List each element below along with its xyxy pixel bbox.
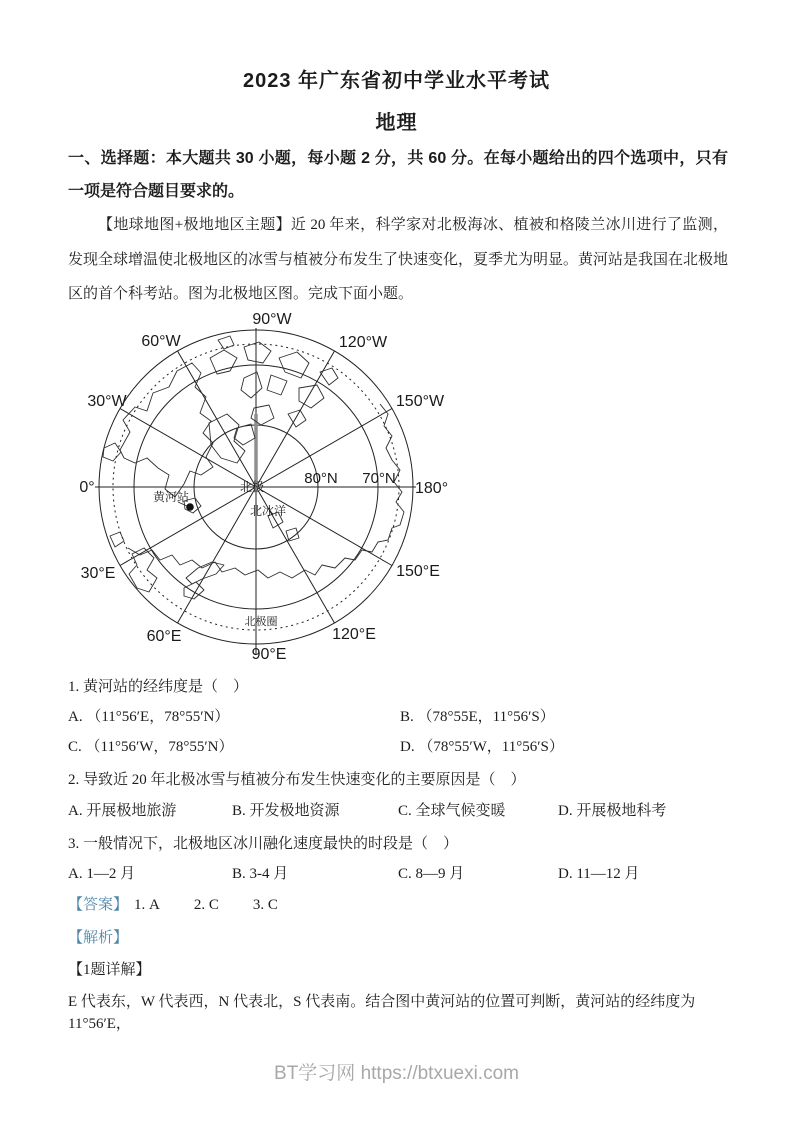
baffin-island-coast — [209, 414, 245, 463]
answer-2: 2. C — [193, 897, 219, 913]
option-3-b: B. 3-4 月 — [232, 866, 289, 882]
lon-label-150w: 150°W — [395, 393, 445, 410]
detail-heading: 【1题详解】 — [68, 962, 151, 978]
answer-1: 1. A — [134, 897, 160, 913]
watermark-footer: BT学习网 https://btxuexi.com — [274, 1063, 519, 1084]
answer-3: 3. C — [252, 897, 278, 913]
option-1-c: C. （11°56′W，78°55′N） — [68, 739, 234, 755]
detail-text: E 代表东，W 代表西，N 代表北，S 代表南。结合图中黄河站的位置可判断，黄河站的经纬度为 11°56′E， — [68, 994, 696, 1032]
option-3-d: D. 11—12 月 — [558, 866, 640, 882]
polar-map — [58, 302, 470, 670]
question-1-options-row-1 — [68, 706, 728, 728]
option-3-c: C. 8—9 月 — [398, 866, 465, 882]
lon-label-150e: 150°E — [396, 563, 440, 580]
lon-label-0: 0° — [79, 479, 95, 496]
option-1-b: B. （78°55E，11°56′S） — [400, 709, 555, 725]
question-3-options — [68, 863, 728, 885]
option-2-d: D. 开展极地科考 — [558, 803, 667, 819]
coastlines — [103, 336, 404, 599]
arctic-ocean-label: 北冰洋 — [249, 504, 287, 518]
north-pole-label: 北极 — [239, 480, 265, 494]
exam-title: 2023 年广东省初中学业水平考试 — [242, 70, 551, 92]
lat-label-80n: 80°N — [304, 470, 338, 487]
option-1-a: A. （11°56′E，78°55′N） — [68, 709, 230, 725]
question-2-options — [68, 800, 728, 822]
lon-label-120e: 120°E — [332, 626, 376, 643]
station-label: 黄河站 — [152, 490, 190, 504]
lon-label-30e: 30°E — [80, 565, 116, 582]
arctic-circle-label: 北极圈 — [244, 616, 278, 628]
option-2-a: A. 开展极地旅游 — [68, 803, 177, 819]
lon-label-30w: 30°W — [87, 393, 127, 410]
question-1-options-row-2 — [68, 736, 728, 758]
lon-label-120w: 120°W — [338, 334, 388, 351]
option-3-a: A. 1—2 月 — [68, 866, 136, 882]
question-3: 3. 一般情况下，北极地区冰川融化速度最快的时段是（ ） — [68, 836, 459, 852]
exam-subject: 地理 — [375, 112, 418, 134]
answer-label: 【答案】 — [68, 897, 129, 913]
lon-label-60e: 60°E — [146, 628, 182, 645]
option-2-c: C. 全球气候变暖 — [398, 803, 506, 819]
section-instructions: 一、选择题：本大题共 30 小题，每小题 2 分，共 60 分。在每小题给出的四个选项中，只有一项是符合题目要求的。 — [68, 150, 728, 200]
station-dot — [186, 503, 194, 511]
lon-label-180: 180° — [415, 480, 449, 497]
analysis-label: 【解析】 — [68, 930, 129, 946]
answer-row — [68, 894, 728, 916]
option-1-d: D. （78°55′W，11°56′S） — [400, 739, 564, 755]
question-1: 1. 黄河站的经纬度是（ ） — [68, 679, 249, 695]
passage-intro: 【地球地图+极地地区主题】近 20 年来，科学家对北极海冰、植被和格陵兰冰川进行了监测，发现全球增温使北极地区的冰雪与植被分布发生了快速变化，夏季尤为明显。黄河站是我国在北极地区的首个科考站。图为北极地区图。完成下面小题。 — [68, 217, 729, 302]
question-2: 2. 导致近 20 年北极冰雪与植被分布发生快速变化的主要原因是（ ） — [68, 772, 526, 788]
lon-label-90e: 90°E — [251, 646, 287, 663]
polar-map-figure — [58, 302, 470, 670]
iceland-coast — [103, 443, 121, 461]
lat-label-70n: 70°N — [362, 470, 396, 487]
lon-label-60w: 60°W — [141, 333, 181, 350]
lon-label-90w: 90°W — [252, 311, 292, 328]
option-2-b: B. 开发极地资源 — [232, 803, 340, 819]
